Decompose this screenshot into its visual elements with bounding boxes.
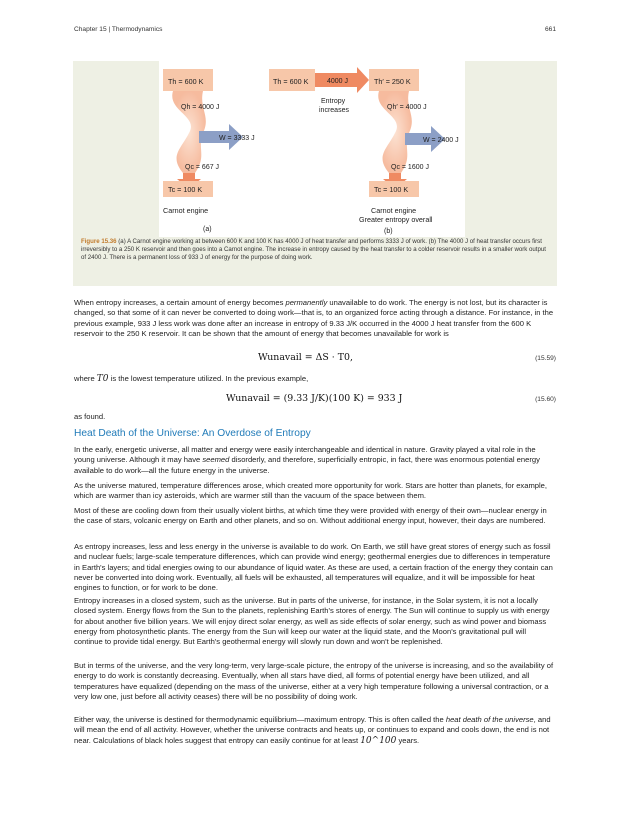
as-found-line: as found. (74, 412, 106, 421)
where-line: where T0 is the lowest temperature utilized. In the previous example, (74, 374, 309, 384)
paragraph-energy-available: As entropy increases, less and less energy in the universe is available to do work. On Earth, we still have great stores of energy such as fossil and nuclear fuels; large-scale temperature differences, which can provide wind energy; geothermal energies due to differences in temperature in Earth's layers; and tidal energies owing to our abundance of liquid water. As these are used, a certain fraction of the energy they contain can never be converted into doing work. Eventually, all fuels will be exhausted, all temperatures will equalize, and it will be impossible for heat engines to function, or for work to be done. (74, 542, 553, 593)
figure-caption (81, 238, 547, 262)
heat-out-b-label: Qc = 1600 J (391, 164, 429, 171)
paragraph-cooling-down: Most of these are cooling down from their usually violent births, at which time they were provided with energy of their own—nuclear energy in the case of stars, volcanic energy on Earth and other planets, and so on. Without additional energy input, however, their days are numbered. (74, 506, 547, 526)
figure-box (73, 61, 557, 286)
heat-in-b-label: Qh′ = 4000 J (387, 104, 427, 111)
engine-b-label: Carnot engine (371, 206, 417, 215)
work-a-label: W = 3333 J (219, 135, 255, 142)
hot-reservoir-b-label: Th′ = 250 K (374, 77, 411, 86)
heat-in-a-label: Qh = 4000 J (181, 104, 220, 111)
hot-reservoir-a-label: Th = 600 K (168, 77, 204, 86)
work-b-label: W = 2400 J (423, 137, 459, 144)
paragraph-entropy-unavailable: When entropy increases, a certain amount of energy becomes permanently unavailable to do work. The energy is not lost, but its character is changed, so that some of it can never be converted to doing work—that is, to an organized force acting through a distance. For instance, in the previous example, 933 J less work was done after an increase in entropy of 9.33 J/K occurred in the 4000 J heat transfer from the 600 K reservoir to the 250 K reservoir. It can be shown that the amount of energy that becomes unavailable for work is (74, 298, 554, 338)
cold-reservoir-a-label: Tc = 100 K (168, 185, 203, 194)
equation-15-60: Wunavail = (9.33 J/K)(100 K) = 933 J (226, 393, 403, 404)
paragraph-universe-matured: As the universe matured, temperature differences arose, which created more opportunity for work. Stars are hotter than planets, for example, which are warmer than icy asteroids, which are warmer still than the vacuum of the space between them. (74, 481, 548, 501)
engine-a-label: Carnot engine (163, 206, 209, 215)
panel-b-label: (b) (384, 228, 393, 235)
entropy-note-line2: increases (319, 107, 349, 114)
figure-caption-text: (a) A Carnot engine working at between 600 K and 100 K has 4000 J of heat transfer and performs 3333 J of work. (b) The 4000 J of heat transfer occurs first irreversibly to a 250 K reservoir and then goes into a Carnot engine. The increase in entropy caused by the heat transfer to a colder reservoir results in a smaller work output of 2400 J. There is a permanent loss of 933 J of energy for the purpose of doing work. (81, 238, 546, 262)
figure-illustration (159, 61, 465, 237)
running-header-chapter: Chapter 15 | Thermodynamics (74, 26, 163, 33)
paragraph-early-universe: In the early, energetic universe, all matter and energy were easily interchangeable and identical in nature. Gravity played a vital role in the young universe. Although it may have seemed disorderly, and therefore, superficially entropic, in fact, there was enormous potential energy available to do work—all the future energy in the universe. (74, 445, 540, 475)
carnot-diagram (159, 61, 465, 237)
paragraph-heat-death: Either way, the universe is destined for thermodynamic equilibrium—maximum entropy. This is often called the heat death of the universe, and will mean the end of all activity. However, whether the universe contracts and heats up, or continues to expand and cools down, the end is not near. Calculations of black holes suggest that entropy can easily continue for at least 10^100 years. (74, 715, 551, 746)
equation-number-15-59: (15.59) (535, 355, 556, 362)
entropy-note-line1: Entropy (321, 98, 346, 105)
transfer-b-label: 4000 J (327, 78, 349, 85)
engine-b-sublabel: Greater entropy overall (359, 215, 433, 224)
paragraph-long-term: But in terms of the universe, and the very long-term, very large-scale picture, the entropy of the universe is increasing, and so the availability of energy to do work is constantly decreasing. Eventually, when all stars have died, all forms of potential energy have been utilized, and all temperatures have equalized (depending on the mass of the universe, either at a very high temperature following a universal contraction, or a very low one, just before all activity ceases) there will be no possibility of doing work. (74, 661, 554, 701)
cold-reservoir-b-label: Tc = 100 K (374, 185, 409, 194)
panel-a (163, 69, 255, 233)
equation-number-15-60: (15.60) (535, 396, 556, 403)
page-number: 661 (544, 26, 556, 33)
panel-a-label: (a) (203, 226, 212, 233)
paragraph-closed-system: Entropy increases in a closed system, such as the universe. But in parts of the universe, for instance, in the Solar system, it is not a locally closed system. Energy flows from the Sun to the planets, replenishing Earth's stores of energy. The Sun will continue to supply us with energy for about another five billion years. We will enjoy direct solar energy, as well as side effects of solar energy, such as wind power and biomass energy from photosynthetic plants. The energy from the Sun will keep our water at the liquid state, and the Moon's gravitational pull will continue to provide tidal energy. But Earth's geothermal energy will slowly run down and won't be replenished. (74, 596, 550, 647)
equation-15-59: Wunavail = ΔS · T0, (258, 352, 353, 363)
panel-b (269, 67, 459, 235)
heat-out-a-label: Qc = 667 J (185, 164, 220, 171)
source-reservoir-b-label: Th = 600 K (273, 77, 309, 86)
section-heading: Heat Death of the Universe: An Overdose of Entropy (74, 428, 311, 439)
figure-caption-label: Figure 15.36 (81, 238, 117, 245)
